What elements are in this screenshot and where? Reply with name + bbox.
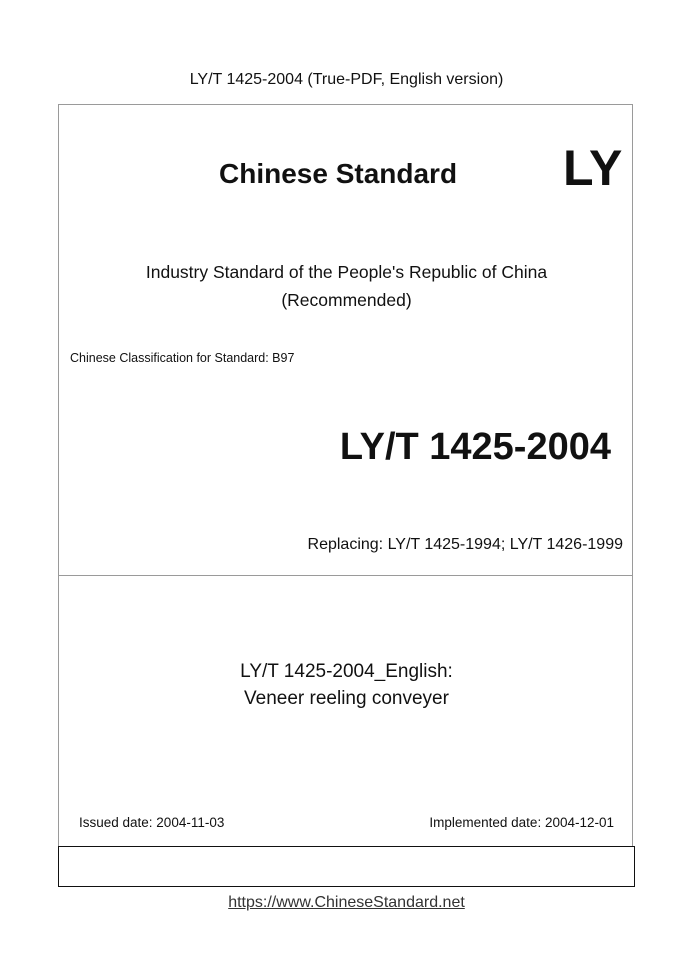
issued-date: Issued date: 2004-11-03 <box>79 815 225 830</box>
section-divider <box>58 575 633 576</box>
industry-line-1: Industry Standard of the People's Republic of China <box>145 262 548 282</box>
cover-frame <box>58 104 633 885</box>
bottom-empty-box <box>58 846 635 887</box>
document-title <box>0 658 693 712</box>
document-title-line-2: Veneer reeling conveyer <box>244 688 449 709</box>
footer <box>0 893 693 913</box>
standard-number: LY/T 1425-2004 <box>339 426 611 468</box>
industry-standard-heading <box>0 258 693 314</box>
implemented-date: Implemented date: 2004-12-01 <box>429 815 614 830</box>
replacing-text: Replacing: LY/T 1425-1994; LY/T 1426-1999 <box>307 536 623 553</box>
website-link[interactable]: https://www.ChineseStandard.net <box>228 894 465 911</box>
document-title-line-1: LY/T 1425-2004_English: <box>240 661 453 682</box>
industry-line-2: (Recommended) <box>281 290 412 310</box>
brand-title: Chinese Standard <box>219 158 458 189</box>
page-header-title: LY/T 1425-2004 (True-PDF, English version) <box>189 71 504 88</box>
classification-text: Chinese Classification for Standard: B97 <box>70 351 295 365</box>
brand-code: LY <box>563 140 623 196</box>
